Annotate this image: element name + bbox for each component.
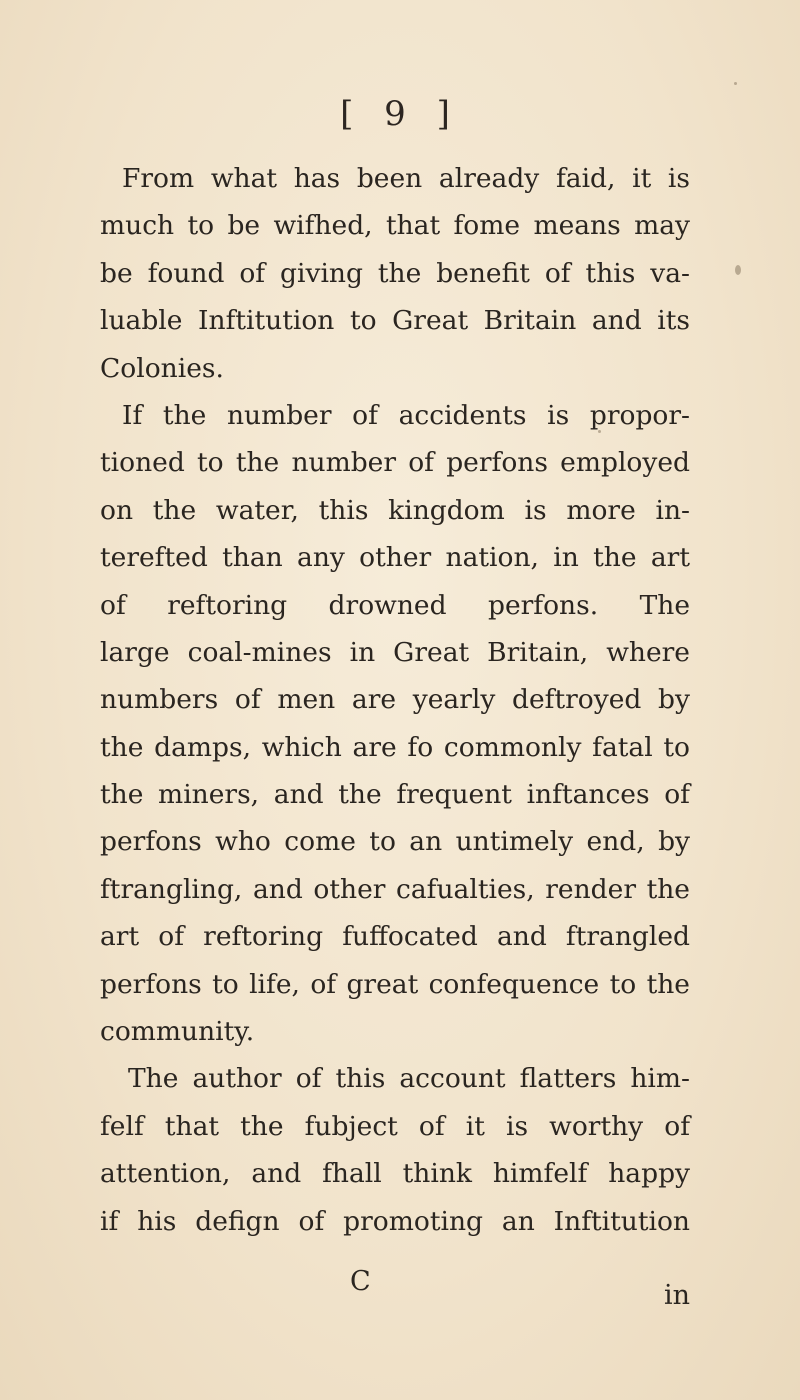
text-line: numbers of men are yearly deftroyed by [100, 684, 690, 716]
catchword: in [663, 1280, 690, 1311]
text-line: attention, and fhall think himfelf happy [100, 1158, 690, 1190]
text-line: large coal-mines in Great Britain, where [100, 636, 690, 668]
text-line: ftrangling, and other cafualties, render the [100, 873, 690, 905]
text-line: perfons who come to an untimely end, by [100, 826, 690, 858]
body-text [100, 155, 690, 1245]
page-number: [ 9 ] [340, 94, 460, 134]
text-line: be found of giving the benefit of this va- [100, 257, 690, 289]
text-line: the miners, and the frequent inftances of [100, 779, 690, 811]
text-line: of reftoring drowned perfons. The [100, 589, 690, 621]
text-line: luable Inftitution to Great Britain and its [100, 305, 690, 337]
text-line: Colonies. [100, 352, 224, 384]
signature-mark: C [350, 1266, 371, 1297]
text-line: perfons to life, of great confequence to the [100, 968, 690, 1000]
text-line: terefted than any other nation, in the art [100, 542, 690, 574]
text-line: on the water, this kingdom is more in- [100, 494, 690, 526]
ink-speck [734, 82, 737, 85]
text-line: the damps, which are fo commonly fatal to [100, 731, 690, 763]
text-line: If the number of accidents is propor- [122, 399, 690, 431]
page-footer [100, 1266, 690, 1313]
text-line: The author of this account flatters him- [128, 1063, 690, 1095]
text-line: much to be wifhed, that fome means may [100, 210, 690, 242]
text-line: tioned to the number of perfons employed [100, 447, 690, 479]
text-line: art of reftoring fuffocated and ftrangled [100, 921, 690, 953]
ink-speck [735, 265, 741, 275]
text-line: if his defign of promoting an Inftitution [100, 1205, 690, 1237]
text-line: From what has been already faid, it is [122, 163, 690, 194]
text-line: felf that the fubject of it is worthy of [100, 1110, 690, 1142]
text-line: community. [100, 1016, 255, 1048]
